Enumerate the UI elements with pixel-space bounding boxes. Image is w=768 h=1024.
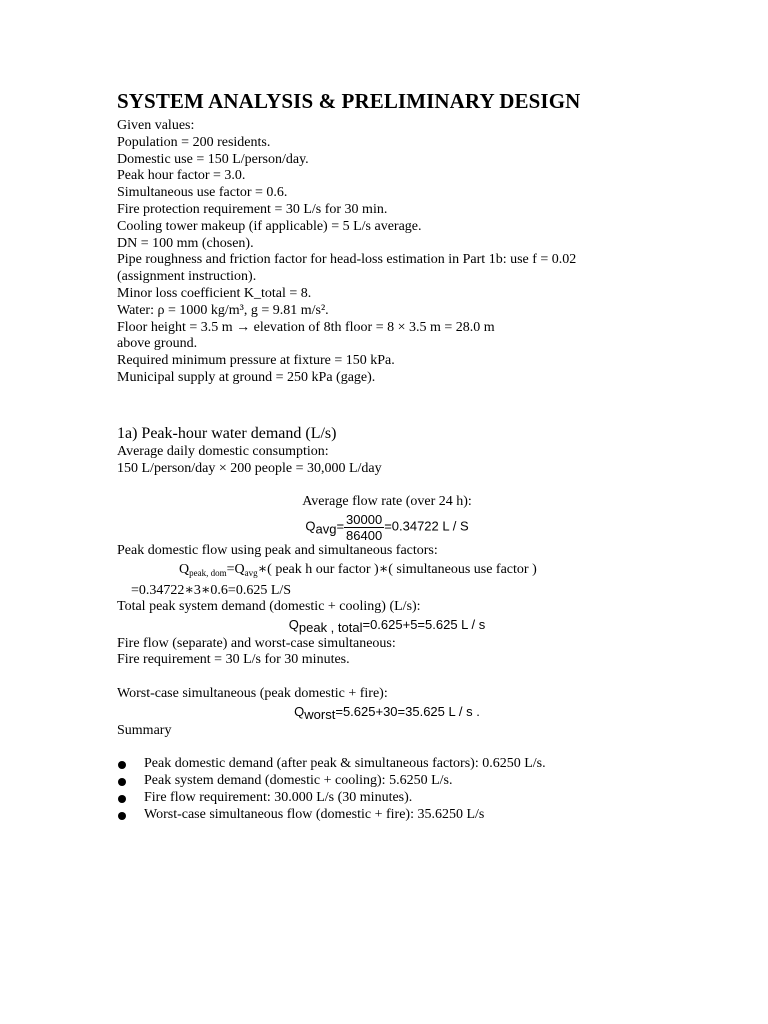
given-line: above ground. xyxy=(117,336,198,352)
avg-daily-label: Average daily domestic consumption: xyxy=(117,443,329,459)
given-line: Municipal supply at ground = 250 kPa (gage). xyxy=(117,369,376,385)
list-item xyxy=(117,807,657,824)
section-heading: 1a) Peak-hour water demand (L/s) xyxy=(117,424,337,442)
given-line: Pipe roughness and friction factor for head-loss estimation in Part 1b: use f = 0.02 xyxy=(117,252,577,268)
eq-result: =5.625+30=35.625 L / s . xyxy=(335,703,480,719)
list-item xyxy=(117,773,657,790)
eq-subscript: peak , total xyxy=(298,619,363,635)
eq-subscript: worst xyxy=(304,706,336,722)
fraction-numerator: 30000 xyxy=(346,511,383,527)
fraction xyxy=(344,512,384,543)
eq-subscript: avg xyxy=(315,521,337,537)
fire-label: Fire flow (separate) and worst-case simultaneous: xyxy=(117,635,396,651)
equation-q-peak-total xyxy=(117,616,657,636)
eq-symbol: Q xyxy=(305,518,316,534)
list-item-text: Fire flow requirement: 30.000 L/s (30 minutes). xyxy=(144,789,413,805)
given-line: Population = 200 residents. xyxy=(117,134,271,150)
avg-flow-label: Average flow rate (over 24 h): xyxy=(302,494,472,510)
eq-symbol: Q xyxy=(288,616,299,632)
list-item-text: Peak domestic demand (after peak & simultaneous factors): 0.6250 L/s. xyxy=(144,756,546,772)
given-line: DN = 100 mm (chosen). xyxy=(117,235,254,251)
eq-result: ∗( peak h our factor )∗( simultaneous use factor ) xyxy=(257,561,537,577)
avg-daily-calc: 150 L/person/day × 200 people = 30,000 L/day xyxy=(117,460,382,476)
document-title: SYSTEM ANALYSIS & PRELIMINARY DESIGN xyxy=(117,89,581,113)
equation-q-peak-dom-line2: =0.34722∗3∗0.6=0.625 L/S xyxy=(131,582,292,598)
equation-q-peak-dom xyxy=(117,561,657,582)
given-line: Minor loss coefficient K_total = 8. xyxy=(117,285,312,301)
list-item xyxy=(117,756,657,773)
given-line: Fire protection requirement = 30 L/s for 30 min. xyxy=(117,201,388,217)
given-values xyxy=(117,118,657,387)
given-line: Peak hour factor = 3.0. xyxy=(117,168,246,184)
bullet-icon xyxy=(118,778,126,786)
list-item-text: Peak system demand (domestic + cooling): 5.6250 L/s. xyxy=(144,773,453,789)
eq-symbol: Q xyxy=(179,561,190,577)
given-heading: Given values: xyxy=(117,118,195,133)
fraction-denominator: 86400 xyxy=(346,527,383,543)
summary-list xyxy=(117,756,657,823)
bullet-icon xyxy=(118,795,126,803)
eq-result: =0.625+5=5.625 L / s xyxy=(362,616,486,632)
eq-subscript: peak, dom xyxy=(189,567,227,578)
worst-label: Worst-case simultaneous (peak domestic + fire): xyxy=(117,685,388,701)
equation-q-avg xyxy=(117,512,657,543)
section-1a xyxy=(117,424,657,824)
given-line: Simultaneous use factor = 0.6. xyxy=(117,185,288,201)
bullet-icon xyxy=(118,812,126,820)
given-line: (assignment instruction). xyxy=(117,269,257,285)
eq-subscript: avg xyxy=(244,567,258,578)
list-item-text: Worst-case simultaneous flow (domestic + fire): 35.6250 L/s xyxy=(144,806,485,822)
given-line: Water: ρ = 1000 kg/m³, g = 9.81 m/s². xyxy=(117,302,329,318)
list-item xyxy=(117,790,657,807)
equation-q-worst xyxy=(117,703,657,723)
given-line: Domestic use = 150 L/person/day. xyxy=(117,151,309,167)
eq-result: =0.34722 L / S xyxy=(384,518,469,534)
peak-dom-label: Peak domestic flow using peak and simultaneous factors: xyxy=(117,542,438,558)
given-line: Cooling tower makeup (if applicable) = 5 L/s average. xyxy=(117,218,422,234)
given-line: Required minimum pressure at fixture = 150 kPa. xyxy=(117,353,395,369)
eq-mid: =Q xyxy=(226,561,245,577)
eq-symbol: Q xyxy=(294,703,305,719)
bullet-icon xyxy=(118,761,126,769)
total-label: Total peak system demand (domestic + cooling) (L/s): xyxy=(117,598,421,614)
fire-requirement: Fire requirement = 30 L/s for 30 minutes. xyxy=(117,652,350,668)
document-page xyxy=(117,88,657,824)
given-line: Floor height = 3.5 m → elevation of 8th floor = 8 × 3.5 m = 28.0 m xyxy=(117,319,495,335)
summary-label: Summary xyxy=(117,722,172,738)
eq-equals: = xyxy=(336,518,345,534)
